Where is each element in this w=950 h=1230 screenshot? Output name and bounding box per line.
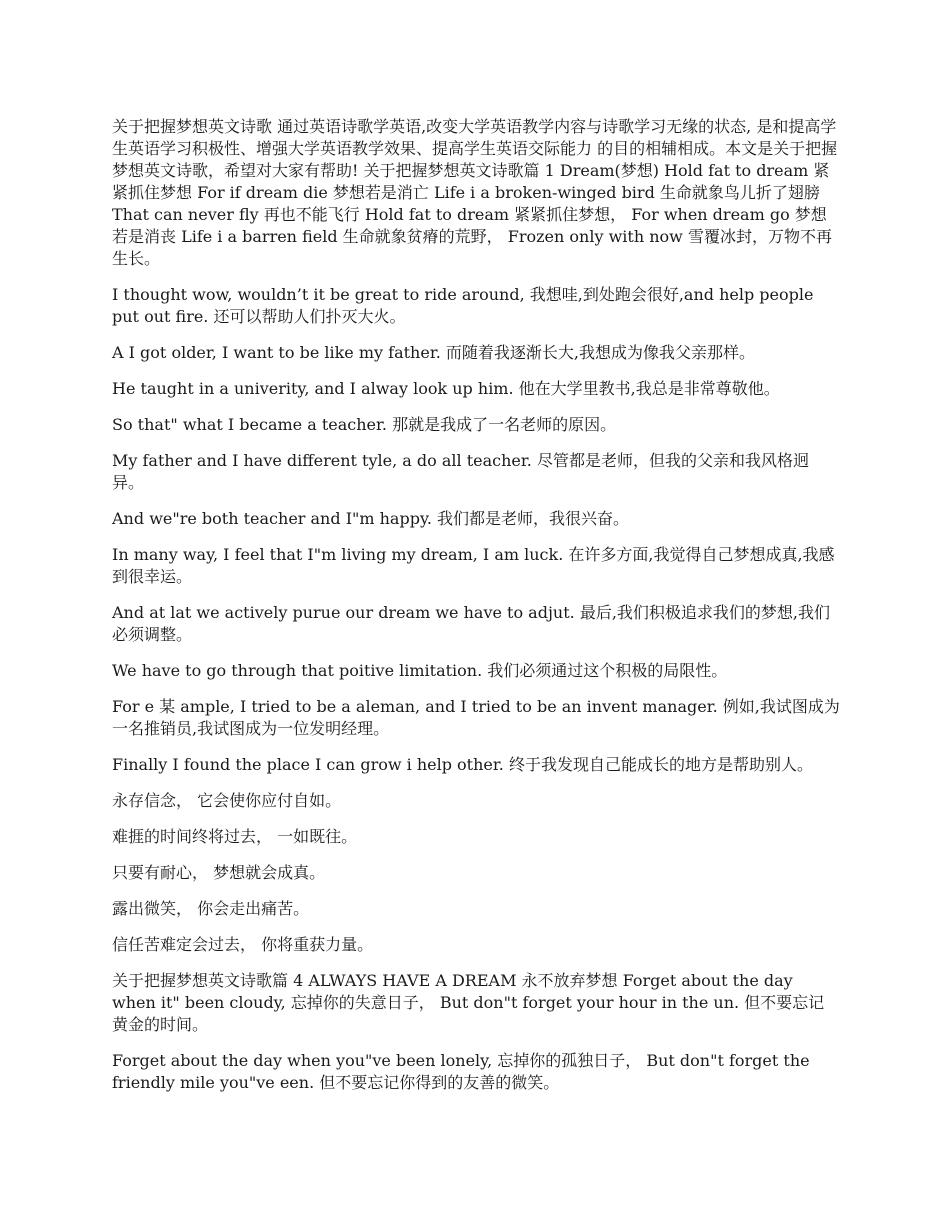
paragraph: 关于把握梦想英文诗歌篇 4 ALWAYS HAVE A DREAM 永不放弃梦想 Forget about the day when it" been cloudy, 忘掉你的失意日子， But don"t forget your hour in the un. 但不要忘记黄金的时间。 bbox=[112, 971, 825, 1034]
paragraph: 露出微笑， 你会走出痛苦。 bbox=[112, 899, 310, 918]
paragraph: My father and I have different tyle, a do all teacher. 尽管都是老师，但我的父亲和我风格迥异。 bbox=[112, 451, 809, 492]
paragraph: Forget about the day when you"ve been lonely, 忘掉你的孤独日子， But don"t forget the friendly mile you"ve een. 但不要忘记你得到的友善的微笑。 bbox=[112, 1051, 810, 1092]
paragraph: I thought wow, wouldn’t it be great to ride around, 我想哇,到处跑会很好,and help people put out fire. 还可以帮助人们扑灭大火。 bbox=[112, 285, 814, 326]
paragraph: 只要有耐心， 梦想就会成真。 bbox=[112, 863, 326, 882]
paragraph: And we"re both teacher and I"m happy. 我们都是老师，我很兴奋。 bbox=[112, 509, 630, 528]
paragraph: Finally I found the place I can grow i help other. 终于我发现自己能成长的地方是帮助别人。 bbox=[112, 755, 813, 774]
document-body bbox=[112, 116, 840, 1108]
paragraph: For e 某 ample, I tried to be a aleman, and I tried to be an invent manager. 例如,我试图成为一名推销员,我试图成为一位发明经理。 bbox=[112, 697, 840, 738]
paragraph: In many way, I feel that I"m living my dream, I am luck. 在许多方面,我觉得自己梦想成真,我感到很幸运。 bbox=[112, 545, 835, 586]
paragraph: A I got older, I want to be like my father. 而随着我逐渐长大,我想成为像我父亲那样。 bbox=[112, 343, 755, 362]
paragraph: So that" what I became a teacher. 那就是我成了一名老师的原因。 bbox=[112, 415, 617, 434]
paragraph: And at lat we actively purue our dream we have to adjut. 最后,我们积极追求我们的梦想,我们必须调整。 bbox=[112, 603, 831, 644]
paragraph: We have to go through that poitive limitation. 我们必须通过这个积极的局限性。 bbox=[112, 661, 728, 680]
paragraph-intro: 关于把握梦想英文诗歌 通过英语诗歌学英语,改变大学英语教学内容与诗歌学习无缘的状态, 是和提高学生英语学习积极性、增强大学英语教学效果、提高学生英语交际能力 的目的相辅相成。本文是关于把握梦想英文诗歌，希望对大家有帮助! 关于把握梦想英文诗歌篇 1 Dream(梦想) Hold fat to dream 紧紧抓住梦想 For if dream die 梦想若是消亡 Life i a broken-winged bird 生命就象鸟儿折了翅膀 That can never fly 再也不能飞行 Hold fat to dream 紧紧抓住梦想， For when dream go 梦想若是消丧 Life i a barren field 生命就象贫瘠的荒野， Frozen only with now 雪覆冰封，万物不再生长。 bbox=[112, 117, 838, 268]
paragraph: He taught in a univerity, and I alway look up him. 他在大学里教书,我总是非常尊敬他。 bbox=[112, 379, 780, 398]
paragraph: 难捱的时间终将过去， 一如既往。 bbox=[112, 827, 358, 846]
paragraph: 永存信念， 它会使你应付自如。 bbox=[112, 791, 342, 810]
paragraph: 信任苦难定会过去， 你将重获力量。 bbox=[112, 935, 374, 954]
